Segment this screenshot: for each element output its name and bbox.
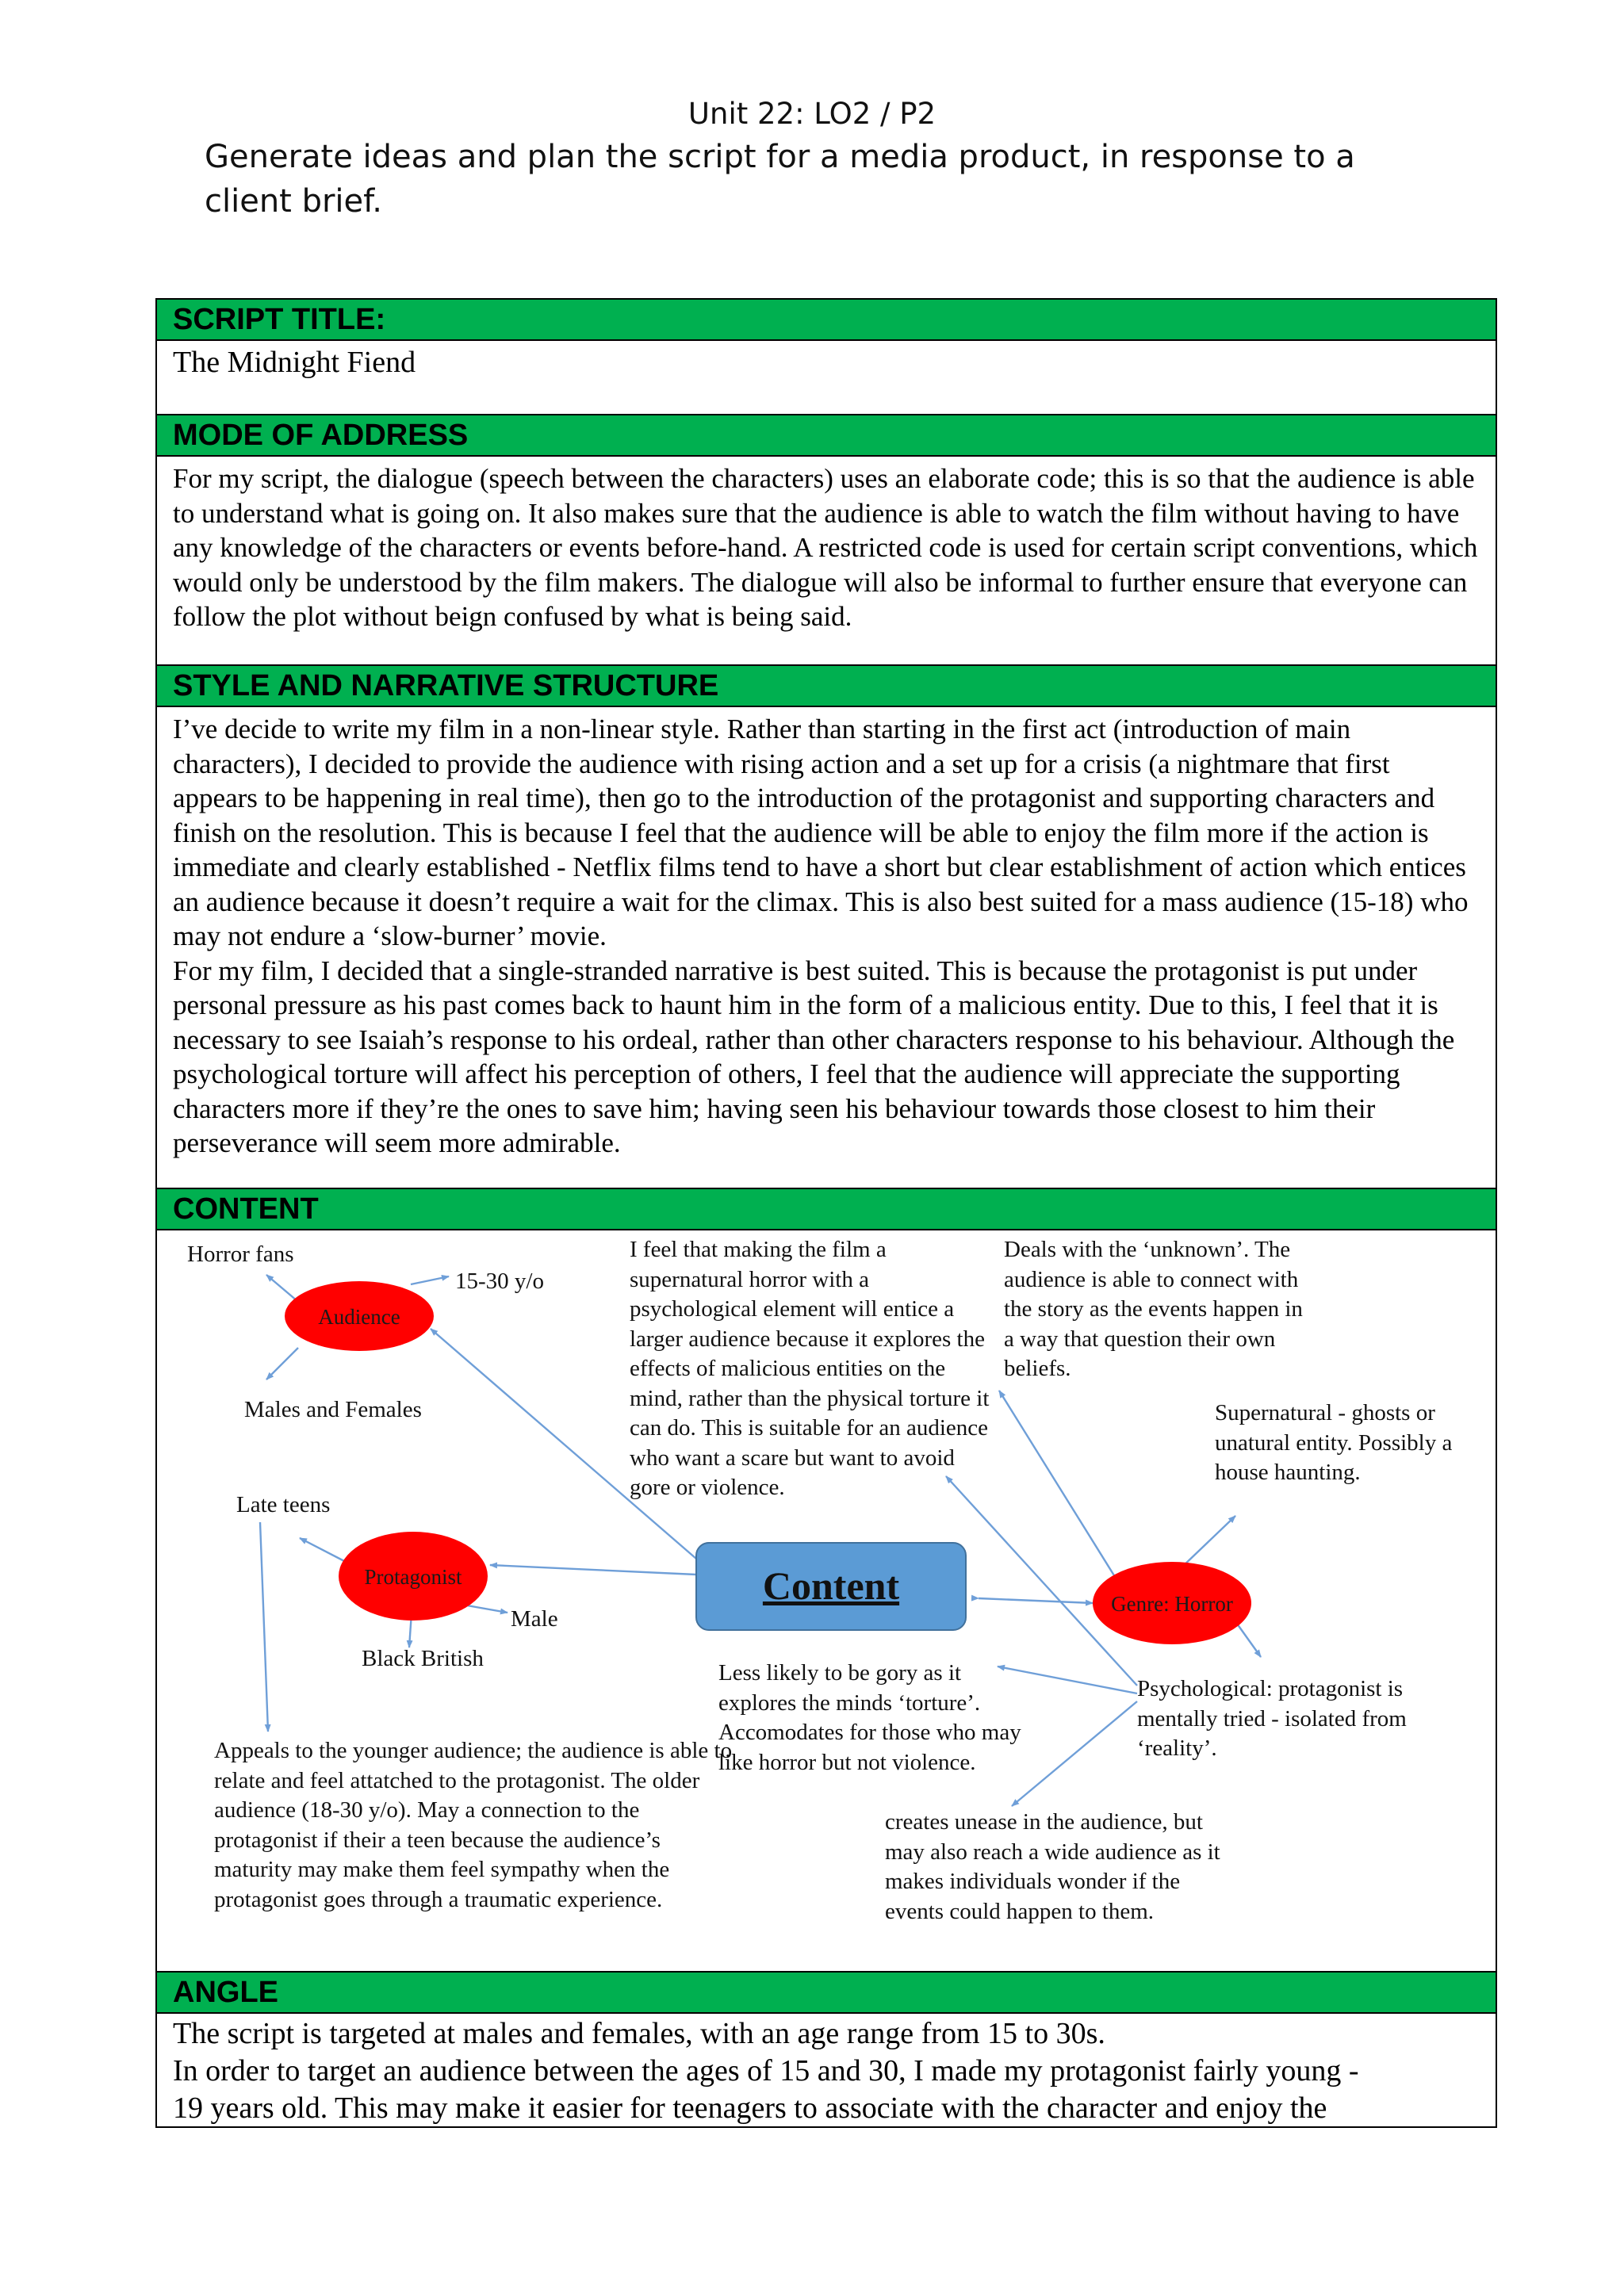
script-title-heading: SCRIPT TITLE: <box>157 300 1496 341</box>
unease-note: creates unease in the audience, but may also reach a wide audience as it makes individuals wonder if the events could happen to them. <box>885 1809 1220 1924</box>
arrow-psych-unease <box>1012 1701 1137 1806</box>
arrow-content-genre <box>979 1598 1093 1603</box>
psychological-element-note: I feel that making the film a supernatural horror with a psychological element will entice a larger audience because it explores the effects of malicious entities on the mind, rather than the physical torture it can do. This is suitable for an audience who want a scare but want to avoid gore or violence. <box>630 1237 990 1500</box>
arrow-late-teens-appeals <box>260 1522 268 1732</box>
horror-fans-label: Horror fans <box>187 1242 294 1267</box>
age-range-label: 15-30 y/o <box>455 1269 544 1294</box>
brief-subtitle: Generate ideas and plan the script for a media product, in response to a client brief. <box>205 139 1355 220</box>
late-teens-label: Late teens <box>236 1492 331 1517</box>
male-label: Male <box>511 1606 558 1632</box>
content-heading: CONTENT <box>157 1189 1496 1230</box>
style-structure-body <box>157 707 1496 1189</box>
psychological-genre-note: Psychological: protagonist is mentally tried - isolated from ‘reality’. <box>1137 1676 1407 1761</box>
audience-node-label: Audience <box>318 1305 400 1329</box>
males-females-label: Males and Females <box>244 1397 422 1422</box>
script-planning-table <box>155 298 1497 2128</box>
angle-line-1: The script is targeted at males and females, with an age range from 15 to 30s. <box>173 2017 1105 2050</box>
unknown-note: Deals with the ‘unknown’. The audience is able to connect with the story as the events happen in a way that question their own beliefs. <box>1004 1237 1303 1381</box>
arrow-audience-age <box>411 1276 449 1284</box>
content-center-label: Content <box>762 1563 900 1608</box>
mode-of-address-body <box>157 457 1496 666</box>
mode-of-address-heading: MODE OF ADDRESS <box>157 415 1496 457</box>
arrow-audience-males-females <box>266 1348 298 1380</box>
content-mindmap <box>157 1230 1496 1973</box>
angle-line-2: In order to target an audience between the ages of 15 and 30, I made my protagonist fairly young - <box>173 2054 1359 2087</box>
style-paragraph-2: For my film, I decided that a single-stranded narrative is best suited. This is because the protagonist is put under personal pressure as his past comes back to haunt him in the form of a malicious entity. Due to this, I feel that it is necessary to see Isaiah’s response to his ordeal, rather than other characters response to his behaviour. Although the psychological torture will affect his perception of others, I feel that the audience will appreciate the supporting characters more if they’re the ones to save him; having seen his behaviour towards those closest to him their perseverance will seem more admirable. <box>173 955 1455 1158</box>
arrow-genre-unknown <box>999 1391 1116 1579</box>
arrow-protagonist-late-teens <box>300 1538 346 1562</box>
less-gory-note: Less likely to be gory as it explores the minds ‘torture’. Accomodates for those who may like horror but not violence. <box>718 1660 1021 1775</box>
protagonist-node-label: Protagonist <box>364 1565 462 1589</box>
appeals-note: Appeals to the younger audience; the audience is able to relate and feel attatched to the protagonist. The older audience (18-30 y/o). May a connection to the protagonist if their a teen because the audience’s maturity may make them feel sympathy when the protagonist goes through a traumatic experience. <box>214 1738 733 1912</box>
angle-heading: ANGLE <box>157 1973 1496 2014</box>
script-title-value: The Midnight Fiend <box>157 341 1496 415</box>
black-british-label: Black British <box>362 1646 484 1671</box>
arrow-content-protagonist <box>490 1565 696 1575</box>
style-paragraph-1: I’ve decide to write my film in a non-linear style. Rather than starting in the first act (introduction of main characters), I decided to provide the audience with rising action and a set up for a crisis (a nightmare that first appears to be happening in real time), then go to the introduction of the protagonist and supporting characters and finish on the resolution. This is because I feel that the audience will be able to enjoy the film more if the action is immediate and clearly established - Netflix films tend to have a short but clear establishment of action which entices an audience because it doesn’t require a wait for the climax. This is also best suited for a mass audience (15-18) who may not endure a ‘slow-burner’ movie. <box>173 714 1469 951</box>
genre-node-label: Genre: Horror <box>1111 1592 1233 1616</box>
angle-line-3: 19 years old. This may make it easier for teenagers to associate with the character and enjoy the <box>173 2091 1327 2125</box>
unit-heading: Unit 22: LO2 / P2 <box>688 97 936 131</box>
style-structure-heading: STYLE AND NARRATIVE STRUCTURE <box>157 666 1496 707</box>
mode-of-address-text: For my script, the dialogue (speech between the characters) uses an elaborate code; this is so that the audience is able to understand what is going on. It also makes sure that the audience is able to watch the film without having to have any knowledge of the characters or events before-hand. A restricted code is used for certain script conventions, which would only be understood by the film makers. The dialogue will also be informal to further ensure that everyone can follow the plot without beign confused by what is being said. <box>173 463 1478 632</box>
supernatural-note: Supernatural - ghosts or unatural entity. Possibly a house haunting. <box>1215 1400 1453 1485</box>
angle-body <box>157 2014 1496 2126</box>
